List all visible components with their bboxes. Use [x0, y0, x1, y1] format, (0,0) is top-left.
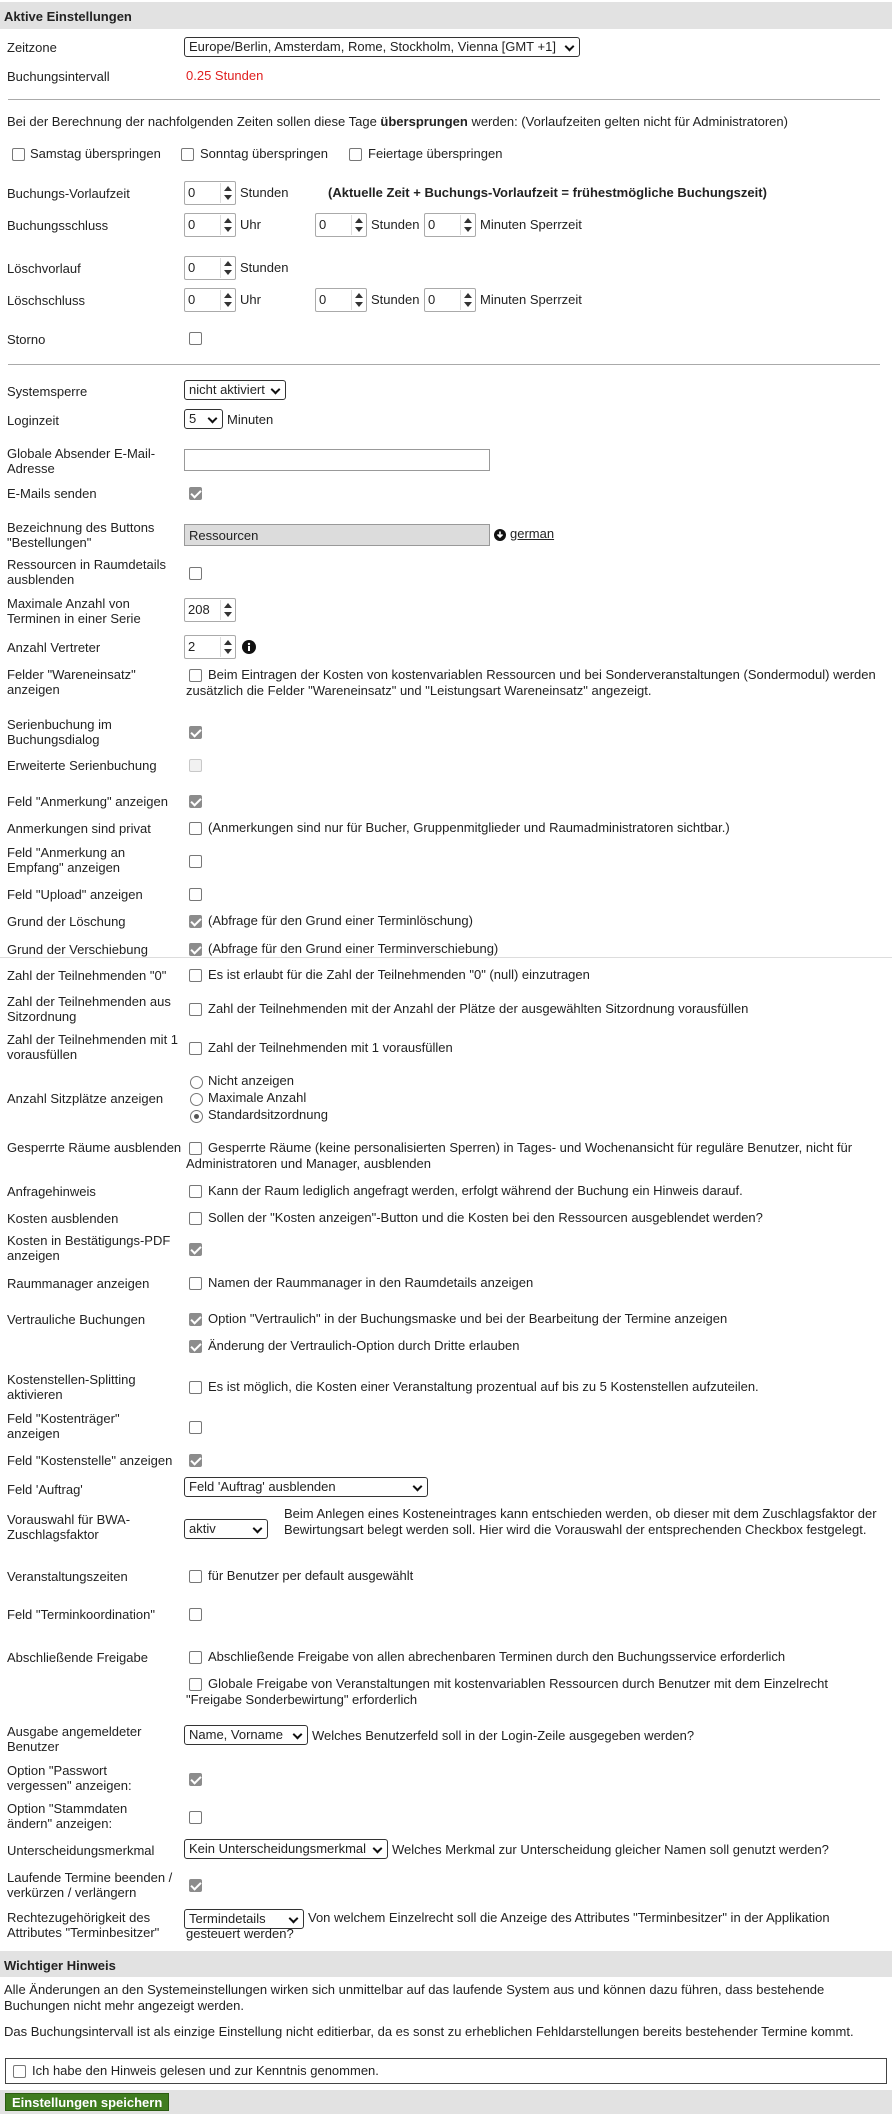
notice-text: Alle Änderungen an den Systemeinstellungen wirken sich unmittelbar auf das laufende System aus und können dazu führen, dass bestehende Buchungen nicht mehr angezeigt werden.	[4, 1982, 825, 2013]
series-dialog-label: Serienbuchung im Buchungsdialog	[7, 717, 112, 747]
participants-zero-text: Es ist erlaubt für die Zahl der Teilnehmenden "0" (null) einzutragen	[208, 967, 590, 982]
hide-costs-checkbox[interactable]	[189, 1212, 202, 1225]
section-header-notice: Wichtiger Hinweis	[0, 1951, 892, 1977]
participants-zero-label: Zahl der Teilnehmenden "0"	[7, 968, 167, 983]
lead-time-label: Buchungs-Vorlaufzeit	[7, 186, 130, 201]
forgot-pw-label: Option "Passwort vergessen" anzeigen:	[7, 1763, 132, 1793]
lead-time-hint: (Aktuelle Zeit + Buchungs-Vorlaufzeit = frühestmögliche Buchungszeit)	[328, 185, 767, 200]
system-lock-select[interactable]: nicht aktiviert	[184, 380, 286, 400]
system-lock-label: Systemsperre	[7, 384, 88, 399]
bwa-text: Beim Anlegen eines Kosteneintrages kann entschieden werden, ob dieser mit dem Zuschlagsfaktor der Bewirtungsart belegt werden soll. Hier wird die Vorauswahl der entsprechenden Checkbox festgelegt.	[284, 1506, 877, 1537]
confidential-text: Option "Vertraulich" in der Buchungsmaske und bei der Bearbeitung der Termine anzeigen	[208, 1311, 728, 1326]
ext-series-label: Erweiterte Serienbuchung	[7, 758, 157, 773]
goods-text: Beim Eintragen der Kosten von kostenvariablen Ressourcen und bei Sonderveranstaltungen (Sondermodul) werden zusätzlich die Felder "Wareneinsatz" und "Leistungsart Wareneinsatz" angezeigt.	[186, 667, 876, 698]
booking-close-hour-unit: Uhr	[240, 217, 261, 232]
sender-email-label: Globale Absender E-Mail-Adresse	[7, 446, 156, 476]
event-times-checkbox[interactable]	[189, 1570, 202, 1583]
seats-option-label: Maximale Anzahl	[208, 1090, 307, 1105]
acknowledge-checkbox[interactable]	[13, 2065, 26, 2078]
cost-split-label: Kostenstellen-Splitting aktivieren	[7, 1372, 136, 1402]
shift-reason-checkbox[interactable]	[189, 943, 202, 956]
shift-reason-label: Grund der Verschiebung	[7, 942, 148, 957]
confidential-label: Vertrauliche Buchungen	[7, 1312, 146, 1327]
save-settings-button[interactable]: Einstellungen speichern	[5, 2093, 169, 2111]
send-emails-checkbox[interactable]	[189, 487, 202, 500]
private-notes-checkbox[interactable]	[189, 822, 202, 835]
confidential-third-party-checkbox[interactable]	[189, 1340, 202, 1353]
booking-close-hours-stepper[interactable]: 0	[315, 213, 367, 237]
participants-seating-label: Zahl der Teilnehmenden aus Sitzordnung	[7, 994, 171, 1024]
goods-label: Felder "Wareneinsatz" anzeigen	[7, 667, 136, 697]
participants-zero-checkbox[interactable]	[189, 969, 202, 982]
room-manager-label: Raummanager anzeigen	[7, 1276, 150, 1291]
user-output-select[interactable]: Name, Vorname	[184, 1725, 308, 1745]
bwa-select[interactable]: aktiv	[184, 1519, 268, 1539]
deputies-label: Anzahl Vertreter	[7, 640, 101, 655]
timezone-select[interactable]: Europe/Berlin, Amsterdam, Rome, Stockholm, Vienna [GMT +1]	[184, 37, 580, 57]
seats-radio-standard[interactable]	[190, 1110, 203, 1123]
change-master-label: Option "Stammdaten ändern" anzeigen:	[7, 1801, 128, 1831]
user-output-text: Welches Benutzerfeld soll in der Login-Zeile ausgegeben werden?	[312, 1728, 695, 1743]
costs-pdf-label: Kosten in Bestätigungs-PDF anzeigen	[7, 1233, 171, 1263]
order-field-label: Feld 'Auftrag'	[7, 1482, 83, 1497]
running-checkbox[interactable]	[189, 1879, 202, 1892]
final-release-label: Abschließende Freigabe	[7, 1650, 148, 1665]
upload-checkbox[interactable]	[189, 888, 202, 901]
language-link[interactable]: german	[510, 526, 555, 541]
hide-costs-text: Sollen der "Kosten anzeigen"-Button und die Kosten bei den Ressourcen ausgeblendet werden?	[208, 1210, 763, 1225]
request-hint-checkbox[interactable]	[189, 1185, 202, 1198]
booking-close-minutes-stepper[interactable]: 0	[424, 213, 476, 237]
hide-resources-label: Ressourcen in Raumdetails ausblenden	[7, 557, 166, 587]
event-times-label: Veranstaltungszeiten	[7, 1569, 128, 1584]
cost-center-label: Feld "Kostenstelle" anzeigen	[7, 1453, 173, 1468]
divider	[0, 957, 892, 958]
cost-split-checkbox[interactable]	[189, 1381, 202, 1394]
delete-close-minutes-stepper[interactable]: 0	[424, 288, 476, 312]
coordination-label: Feld "Terminkoordination"	[7, 1607, 155, 1622]
order-field-select[interactable]: Feld 'Auftrag' ausblenden	[184, 1477, 428, 1497]
change-master-checkbox[interactable]	[189, 1811, 202, 1824]
participants-one-checkbox[interactable]	[189, 1042, 202, 1055]
running-label: Laufende Termine beenden / verkürzen / verlängern	[7, 1870, 173, 1900]
confidential-checkbox[interactable]	[189, 1313, 202, 1326]
bwa-label: Vorauswahl für BWA-Zuschlagsfaktor	[7, 1512, 131, 1542]
hide-costs-label: Kosten ausblenden	[7, 1211, 119, 1226]
request-hint-text: Kann der Raum lediglich angefragt werden, erfolgt während der Buchung ein Hinweis darauf.	[208, 1183, 743, 1198]
participants-seating-text: Zahl der Teilnehmenden mit der Anzahl der Plätze der ausgewählten Sitzordnung vorausfüllen	[208, 1001, 749, 1016]
distinction-label: Unterscheidungsmerkmal	[7, 1843, 155, 1858]
participants-one-text: Zahl der Teilnehmenden mit 1 vorausfüllen	[208, 1040, 453, 1055]
ext-series-checkbox	[189, 759, 202, 772]
delete-close-hours-stepper[interactable]: 0	[315, 288, 367, 312]
section-header-active: Aktive Einstellungen	[0, 2, 892, 29]
confidential-third-party-text: Änderung der Vertraulich-Option durch Dritte erlauben	[208, 1338, 520, 1353]
skip-saturday-label: Samstag überspringen	[30, 146, 161, 161]
shift-reason-text: (Abfrage für den Grund einer Terminverschiebung)	[208, 941, 499, 956]
owner-text: Von welchem Einzelrecht soll die Anzeige des Attributes "Terminbesitzer" in der Applikation gesteuert werden?	[186, 1910, 830, 1941]
delete-close-minutes-unit: Minuten Sperrzeit	[480, 292, 582, 307]
deputies-stepper[interactable]: 2	[184, 635, 236, 659]
request-hint-label: Anfragehinweis	[7, 1184, 96, 1199]
coordination-checkbox[interactable]	[189, 1608, 202, 1621]
delete-lead-stepper[interactable]: 0	[184, 256, 236, 280]
interval-value: 0.25 Stunden	[186, 68, 264, 83]
seats-option-label: Standardsitzordnung	[208, 1107, 328, 1122]
distinction-select[interactable]: Kein Unterscheidungsmerkmal	[184, 1839, 388, 1859]
storno-label: Storno	[7, 332, 46, 347]
participants-one-label: Zahl der Teilnehmenden mit 1 vorausfüllen	[7, 1032, 179, 1062]
global-release-text: Globale Freigabe von Veranstaltungen mit kostenvariablen Ressourcen durch Benutzer mit dem Einzelrecht "Freigabe Sonderbewirtung" erforderlich	[186, 1676, 829, 1707]
owner-select[interactable]: Termindetails	[184, 1909, 304, 1929]
send-emails-label: E-Mails senden	[7, 486, 97, 501]
private-notes-label: Anmerkungen sind privat	[7, 821, 151, 836]
delete-reason-checkbox[interactable]	[189, 915, 202, 928]
arrow-down-circle-icon[interactable]	[494, 529, 506, 541]
delete-close-label: Löschschluss	[7, 293, 86, 308]
distinction-text: Welches Merkmal zur Unterscheidung gleicher Namen soll genutzt werden?	[392, 1842, 829, 1857]
max-series-stepper[interactable]: 208	[184, 598, 236, 622]
locked-rooms-label: Gesperrte Räume ausblenden	[7, 1140, 182, 1155]
user-output-label: Ausgabe angemeldeter Benutzer	[7, 1724, 142, 1754]
seats-radio-max[interactable]	[190, 1093, 203, 1106]
seats-radio-none[interactable]	[190, 1076, 203, 1089]
private-notes-text: (Anmerkungen sind nur für Bucher, Gruppenmitglieder und Raumadministratoren sichtbar.)	[208, 820, 730, 835]
participants-seating-checkbox[interactable]	[189, 1003, 202, 1016]
note-reception-checkbox[interactable]	[189, 855, 202, 868]
final-release-text: Abschließende Freigabe von allen abrechenbaren Terminen durch den Buchungsservice erforderlich	[208, 1649, 786, 1664]
show-note-checkbox[interactable]	[189, 795, 202, 808]
show-note-label: Feld "Anmerkung" anzeigen	[7, 794, 168, 809]
series-dialog-checkbox[interactable]	[189, 726, 202, 739]
skip-saturday-checkbox[interactable]	[12, 148, 25, 161]
hide-resources-checkbox[interactable]	[189, 567, 202, 580]
booking-close-hours-unit: Stunden	[371, 217, 420, 232]
skip-intro: Bei der Berechnung der nachfolgenden Zeiten sollen diese Tage übersprungen werden: (Vorlaufzeiten gelten nicht für Administratoren)	[7, 114, 788, 129]
forgot-pw-checkbox[interactable]	[189, 1773, 202, 1786]
lead-time-stepper[interactable]: 0	[184, 181, 236, 205]
delete-lead-unit: Stunden	[240, 260, 289, 275]
login-time-label: Loginzeit	[7, 413, 60, 428]
info-icon[interactable]	[242, 640, 256, 654]
delete-close-hours-unit: Stunden	[371, 292, 420, 307]
delete-close-hour-unit: Uhr	[240, 292, 261, 307]
delete-reason-text: (Abfrage für den Grund einer Terminlöschung)	[208, 913, 473, 928]
booking-close-minutes-unit: Minuten Sperrzeit	[480, 217, 582, 232]
room-manager-text: Namen der Raummanager in den Raumdetails anzeigen	[208, 1275, 534, 1290]
booking-close-hour-stepper[interactable]: 0	[184, 213, 236, 237]
order-button-input[interactable]: Ressourcen	[184, 524, 490, 546]
storno-checkbox[interactable]	[189, 332, 202, 345]
skip-sunday-label: Sonntag überspringen	[200, 146, 328, 161]
cost-bearer-checkbox[interactable]	[189, 1421, 202, 1434]
interval-label: Buchungsintervall	[7, 69, 110, 84]
delete-close-hour-stepper[interactable]: 0	[184, 288, 236, 312]
acknowledge-label: Ich habe den Hinweis gelesen und zur Kenntnis genommen.	[32, 2063, 379, 2078]
skip-holidays-label: Feiertage überspringen	[368, 146, 503, 161]
cost-split-text: Es ist möglich, die Kosten einer Veranstaltung prozentual auf bis zu 5 Kostenstellen aufzuteilen.	[208, 1379, 759, 1394]
owner-label: Rechtezugehörigkeit des Attributes "Terminbesitzer"	[7, 1910, 160, 1940]
timezone-label: Zeitzone	[7, 40, 57, 55]
booking-close-label: Buchungsschluss	[7, 218, 109, 233]
lead-time-unit: Stunden	[240, 185, 289, 200]
max-series-label: Maximale Anzahl von Terminen in einer Serie	[7, 596, 141, 626]
room-manager-checkbox[interactable]	[189, 1277, 202, 1290]
seats-option-label: Nicht anzeigen	[208, 1073, 294, 1088]
notice-text: Das Buchungsintervall ist als einzige Einstellung nicht editierbar, da es sonst zu erheblichen Fehldarstellungen bereits bestehender Termine kommt.	[4, 2024, 854, 2039]
sender-email-input[interactable]	[184, 449, 490, 471]
acknowledge-box	[5, 2058, 887, 2084]
divider	[8, 99, 880, 100]
final-release-checkbox[interactable]	[189, 1651, 202, 1664]
locked-rooms-text: Gesperrte Räume (keine personalisierten Sperren) in Tages- und Wochenansicht für reguläre Benutzer, nicht für Administratoren und Manager, ausblenden	[186, 1140, 853, 1171]
note-reception-label: Feld "Anmerkung an Empfang" anzeigen	[7, 845, 126, 875]
cost-center-checkbox[interactable]	[189, 1454, 202, 1467]
login-time-unit: Minuten	[227, 412, 274, 427]
event-times-text: für Benutzer per default ausgewählt	[208, 1568, 414, 1583]
skip-sunday-checkbox[interactable]	[181, 148, 194, 161]
upload-label: Feld "Upload" anzeigen	[7, 887, 143, 902]
divider	[8, 364, 880, 365]
login-time-select[interactable]: 5	[184, 409, 223, 429]
costs-pdf-checkbox[interactable]	[189, 1243, 202, 1256]
cost-bearer-label: Feld "Kostenträger" anzeigen	[7, 1411, 120, 1441]
skip-holidays-checkbox[interactable]	[349, 148, 362, 161]
delete-lead-label: Löschvorlauf	[7, 261, 81, 276]
delete-reason-label: Grund der Löschung	[7, 914, 126, 929]
order-button-label: Bezeichnung des Buttons "Bestellungen"	[7, 520, 155, 550]
seats-label: Anzahl Sitzplätze anzeigen	[7, 1091, 164, 1106]
